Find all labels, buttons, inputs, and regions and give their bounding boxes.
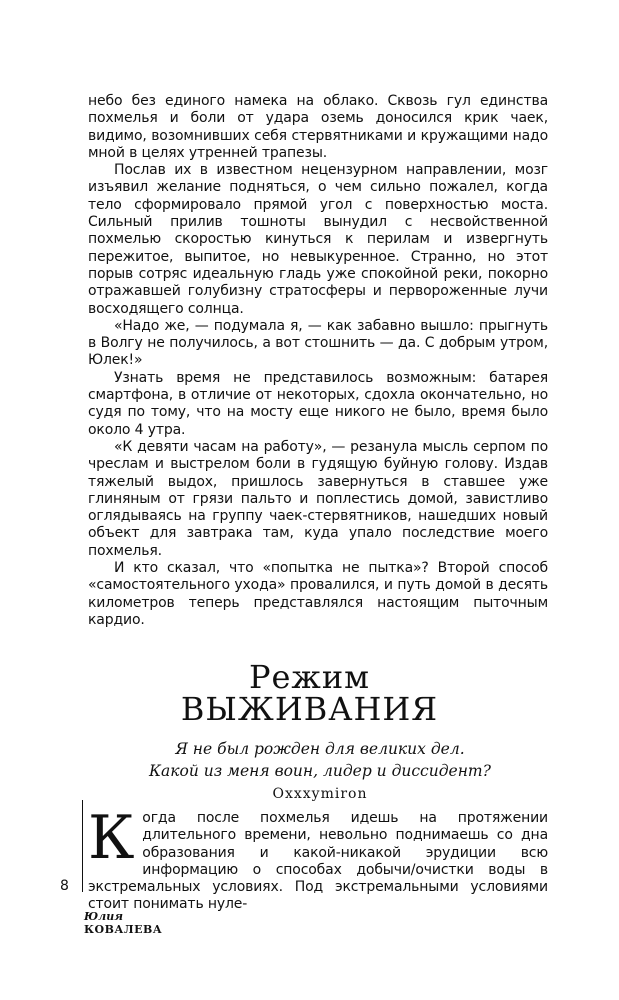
paragraph: Послав их в известном нецензурном направлении, мозг изъявил желание подняться, о чем сильно пожалел, когда тело сформировало прямой угол с поверхностью моста. Сильный прилив тошноты вынудил с несвойственной похмелью скоростью кинуться к перилам и извергнуть пережитое, выпитое, но невыкуренное. Странно, но этот порыв сотряс идеальную гладь уже спокойной реки, покорно отражавшей голубизну стратосферы и первороженные лучи восходящего солнца. xyxy=(88,162,548,317)
drop-cap: К xyxy=(88,803,135,873)
chapter-title-line2: ВЫЖИВАНИЯ xyxy=(180,690,439,728)
page-number: 8 xyxy=(60,878,69,894)
author-first-name: Юлия xyxy=(84,910,123,923)
paragraph: «К девяти часам на работу», — резанула мысль серпом по чреслам и выстрелом боли в гудящую буйную голову. Издав тяжелый выдох, пришлось завернуться в ставшее уже глиняным от грязи пальто и поплестись домой, завистливо оглядываясь на группу чаек-стервятников, нашедших новый объект для завтрака там, куда упало последствие моего похмелья. xyxy=(88,438,548,559)
author-last-name: КОВАЛЕВА xyxy=(84,923,163,936)
chapter-first-paragraph: огда после похмелья идешь на протяжении длительного времени, невольно поднимаешь со дна образования и какой-никакой эрудиции всю информацию о способах добычи/очистки воды в экстремальных условиях. Под экстремальными условиями стоит понимать нуле- xyxy=(88,810,548,913)
main-text xyxy=(88,93,548,629)
epigraph-line2: Какой из меня воин, лидер и диссидент? xyxy=(149,762,491,780)
epigraph-line1: Я не был рожден для великих дел. xyxy=(175,740,465,758)
margin-rule xyxy=(82,800,83,892)
paragraph: небо без единого намека на облако. Сквозь гул единства похмелья и боли от удара оземь доносился крик чаек, видимо, возомнивших себя стервятниками и кружащими надо мной в целях утренней трапезы. xyxy=(88,93,548,161)
epigraph-author: Oxxxymiron xyxy=(272,786,368,802)
paragraph: И кто сказал, что «попытка не пытка»? Второй способ «самостоятельного ухода» провалился, и путь домой в десять километров теперь представлялся настоящим пыточным кардио. xyxy=(88,560,548,628)
chapter-title-line1: Режим xyxy=(248,658,371,696)
paragraph: Узнать время не представилось возможным: батарея смартфона, в отличие от некоторых, сдохла окончательно, но судя по тому, что на мосту еще никого не было, время было около 4 утра. xyxy=(88,369,548,438)
chapter-body xyxy=(88,803,548,914)
paragraph: «Надо же, — подумала я, — как забавно вышло: прыгнуть в Волгу не получилось, а вот стошнить — да. С добрым утром, Юлек!» xyxy=(88,317,548,369)
